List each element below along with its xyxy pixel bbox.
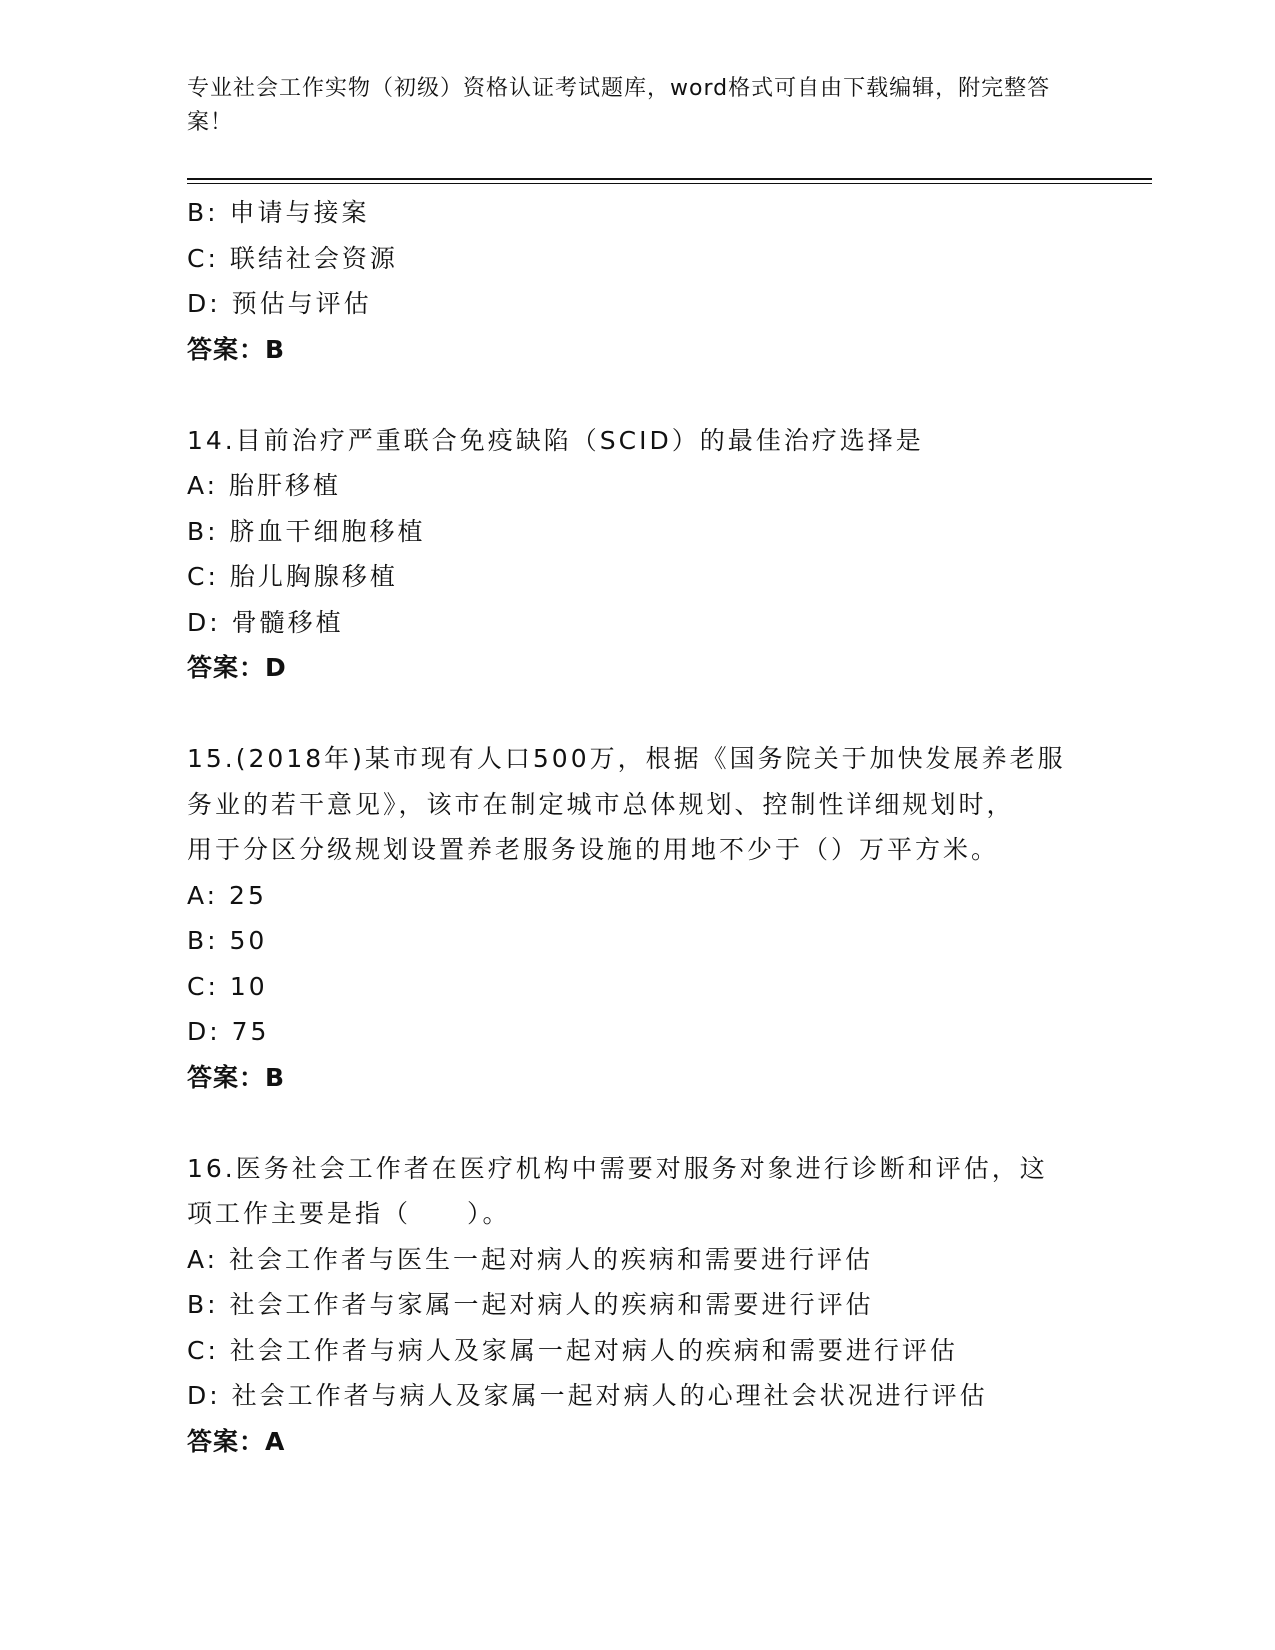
option-a: A: 胎肝移植 (187, 471, 342, 500)
spacer (187, 372, 1087, 418)
question-15 (187, 736, 1087, 1100)
answer: 答案：D (187, 653, 287, 682)
option-c: C: 社会工作者与病人及家属一起对病人的疾病和需要进行评估 (187, 1335, 958, 1365)
option-a: A: 社会工作者与医生一起对病人的疾病和需要进行评估 (187, 1244, 874, 1274)
option-b: B: 50 (187, 926, 268, 955)
question-13-tail (187, 190, 1087, 372)
option-b: B: 社会工作者与家属一起对病人的疾病和需要进行评估 (187, 1290, 874, 1319)
option-d: D: 骨髓移植 (187, 607, 344, 637)
option-c: C: 胎儿胸腺移植 (187, 562, 398, 591)
option-c: C: 10 (187, 971, 268, 1001)
header-rule-thin (187, 183, 1152, 184)
question-14 (187, 418, 1087, 691)
option-d: D: 75 (187, 1017, 270, 1046)
document-body (187, 190, 1087, 1464)
document-header: 专业社会工作实物（初级）资格认证考试题库，word格式可自由下载编辑，附完整答案！ (187, 76, 1051, 135)
option-b: B: 脐血干细胞移植 (187, 516, 426, 546)
spacer (187, 691, 1087, 737)
header-rule-thick (187, 178, 1152, 180)
answer: 答案：A (187, 1426, 286, 1456)
question-stem: 15.(2018年)某市现有人口500万，根据《国务院关于加快发展养老服 (187, 744, 1066, 773)
question-stem: 务业的若干意见》，该市在制定城市总体规划、控制性详细规划时， (187, 789, 1015, 819)
option-d: D: 预估与评估 (187, 289, 372, 318)
option-a: A: 25 (187, 880, 267, 910)
question-stem: 项工作主要是指（ ）。 (187, 1199, 511, 1228)
answer: 答案：B (187, 1062, 286, 1092)
answer: 答案：B (187, 334, 286, 364)
question-stem: 用于分区分级规划设置养老服务设施的用地不少于（）万平方米。 (187, 835, 1000, 864)
question-16 (187, 1146, 1087, 1465)
question-stem: 16.医务社会工作者在医疗机构中需要对服务对象进行诊断和评估，这 (187, 1153, 1048, 1183)
option-c: C: 联结社会资源 (187, 243, 398, 273)
option-b: B: 申请与接案 (187, 198, 370, 227)
question-stem: 14.目前治疗严重联合免疫缺陷（SCID）的最佳治疗选择是 (187, 425, 924, 455)
spacer (187, 1100, 1087, 1146)
option-d: D: 社会工作者与病人及家属一起对病人的心理社会状况进行评估 (187, 1381, 988, 1410)
